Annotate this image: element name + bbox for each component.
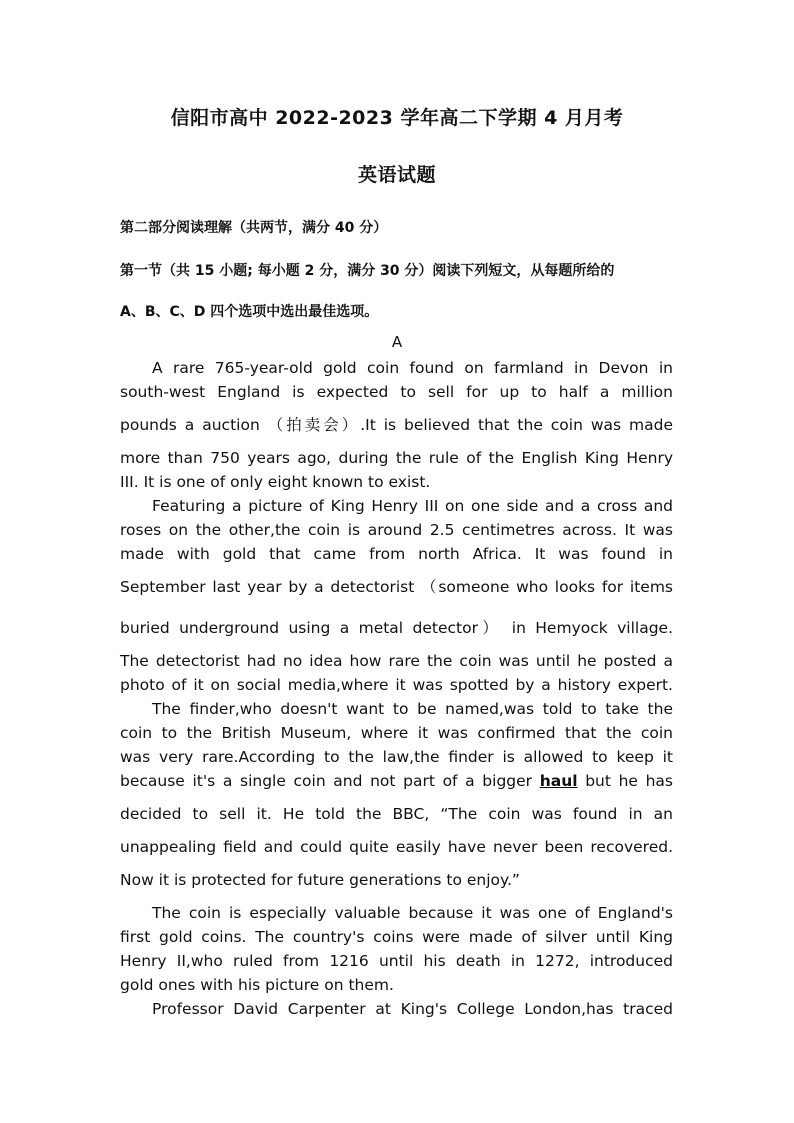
underlined-keyword: haul bbox=[539, 772, 578, 790]
passage-line: south-west England is expected to sell for up to half a million bbox=[120, 383, 673, 401]
passage-line: III. It is one of only eight known to exist. bbox=[120, 473, 431, 491]
section-heading: 第二部分阅读理解（共两节，满分 40 分） bbox=[120, 220, 388, 236]
passage-line: September last year by a detectorist （someone who looks for items bbox=[120, 578, 673, 596]
passage-label: A bbox=[391, 333, 403, 351]
exam-subtitle: 英语试题 bbox=[357, 164, 436, 186]
passage-line: A rare 765-year-old gold coin found on farmland in Devon in bbox=[152, 359, 673, 377]
passage-text: because it's a single coin and not part of a bigger bbox=[120, 772, 533, 790]
passage-line: buried underground using a metal detector） in Hemyock village. bbox=[120, 619, 673, 637]
passage-line: The detectorist had no idea how rare the coin was until he posted a bbox=[120, 652, 673, 670]
passage-line: The coin is especially valuable because it was one of England's bbox=[152, 904, 673, 922]
passage-line: first gold coins. The country's coins were made of silver until King bbox=[120, 928, 673, 946]
exam-title: 信阳市高中 2022-2023 学年高二下学期 4 月月考 bbox=[170, 107, 624, 129]
section-instruction-line1: 第一节（共 15 小题; 每小题 2 分，满分 30 分）阅读下列短文，从每题所给的 bbox=[120, 263, 615, 279]
passage-line: gold ones with his picture on them. bbox=[120, 976, 394, 994]
passage-line: Now it is protected for future generations to enjoy.” bbox=[120, 871, 520, 889]
passage-line: Henry II,who ruled from 1216 until his death in 1272, introduced bbox=[120, 952, 673, 970]
passage-body bbox=[120, 356, 673, 1021]
passage-line: was very rare.According to the law,the finder is allowed to keep it bbox=[120, 748, 673, 766]
passage-line: pounds a auction （拍卖会）.It is believed that the coin was made bbox=[120, 416, 673, 434]
passage-line: roses on the other,the coin is around 2.5 centimetres across. It was bbox=[120, 521, 673, 539]
passage-line: Professor David Carpenter at King's College London,has traced bbox=[152, 1000, 673, 1018]
passage-line: decided to sell it. He told the BBC, “The coin was found in an bbox=[120, 805, 673, 823]
passage-text: but he has bbox=[585, 772, 673, 790]
passage-line: The finder,who doesn't want to be named,was told to take the bbox=[152, 700, 673, 718]
passage-line: Featuring a picture of King Henry III on one side and a cross and bbox=[152, 497, 673, 515]
passage-line: more than 750 years ago, during the rule of the English King Henry bbox=[120, 449, 673, 467]
passage-line: photo of it on social media,where it was spotted by a history expert. bbox=[120, 676, 673, 694]
passage-line: unappealing field and could quite easily have never been recovered. bbox=[120, 838, 673, 856]
passage-line: made with gold that came from north Africa. It was found in bbox=[120, 545, 673, 563]
passage-line-with-keyword bbox=[120, 769, 673, 793]
passage-line: coin to the British Museum, where it was confirmed that the coin bbox=[120, 724, 673, 742]
section-instruction-line2: A、B、C、D 四个选项中选出最佳选项。 bbox=[120, 304, 379, 320]
